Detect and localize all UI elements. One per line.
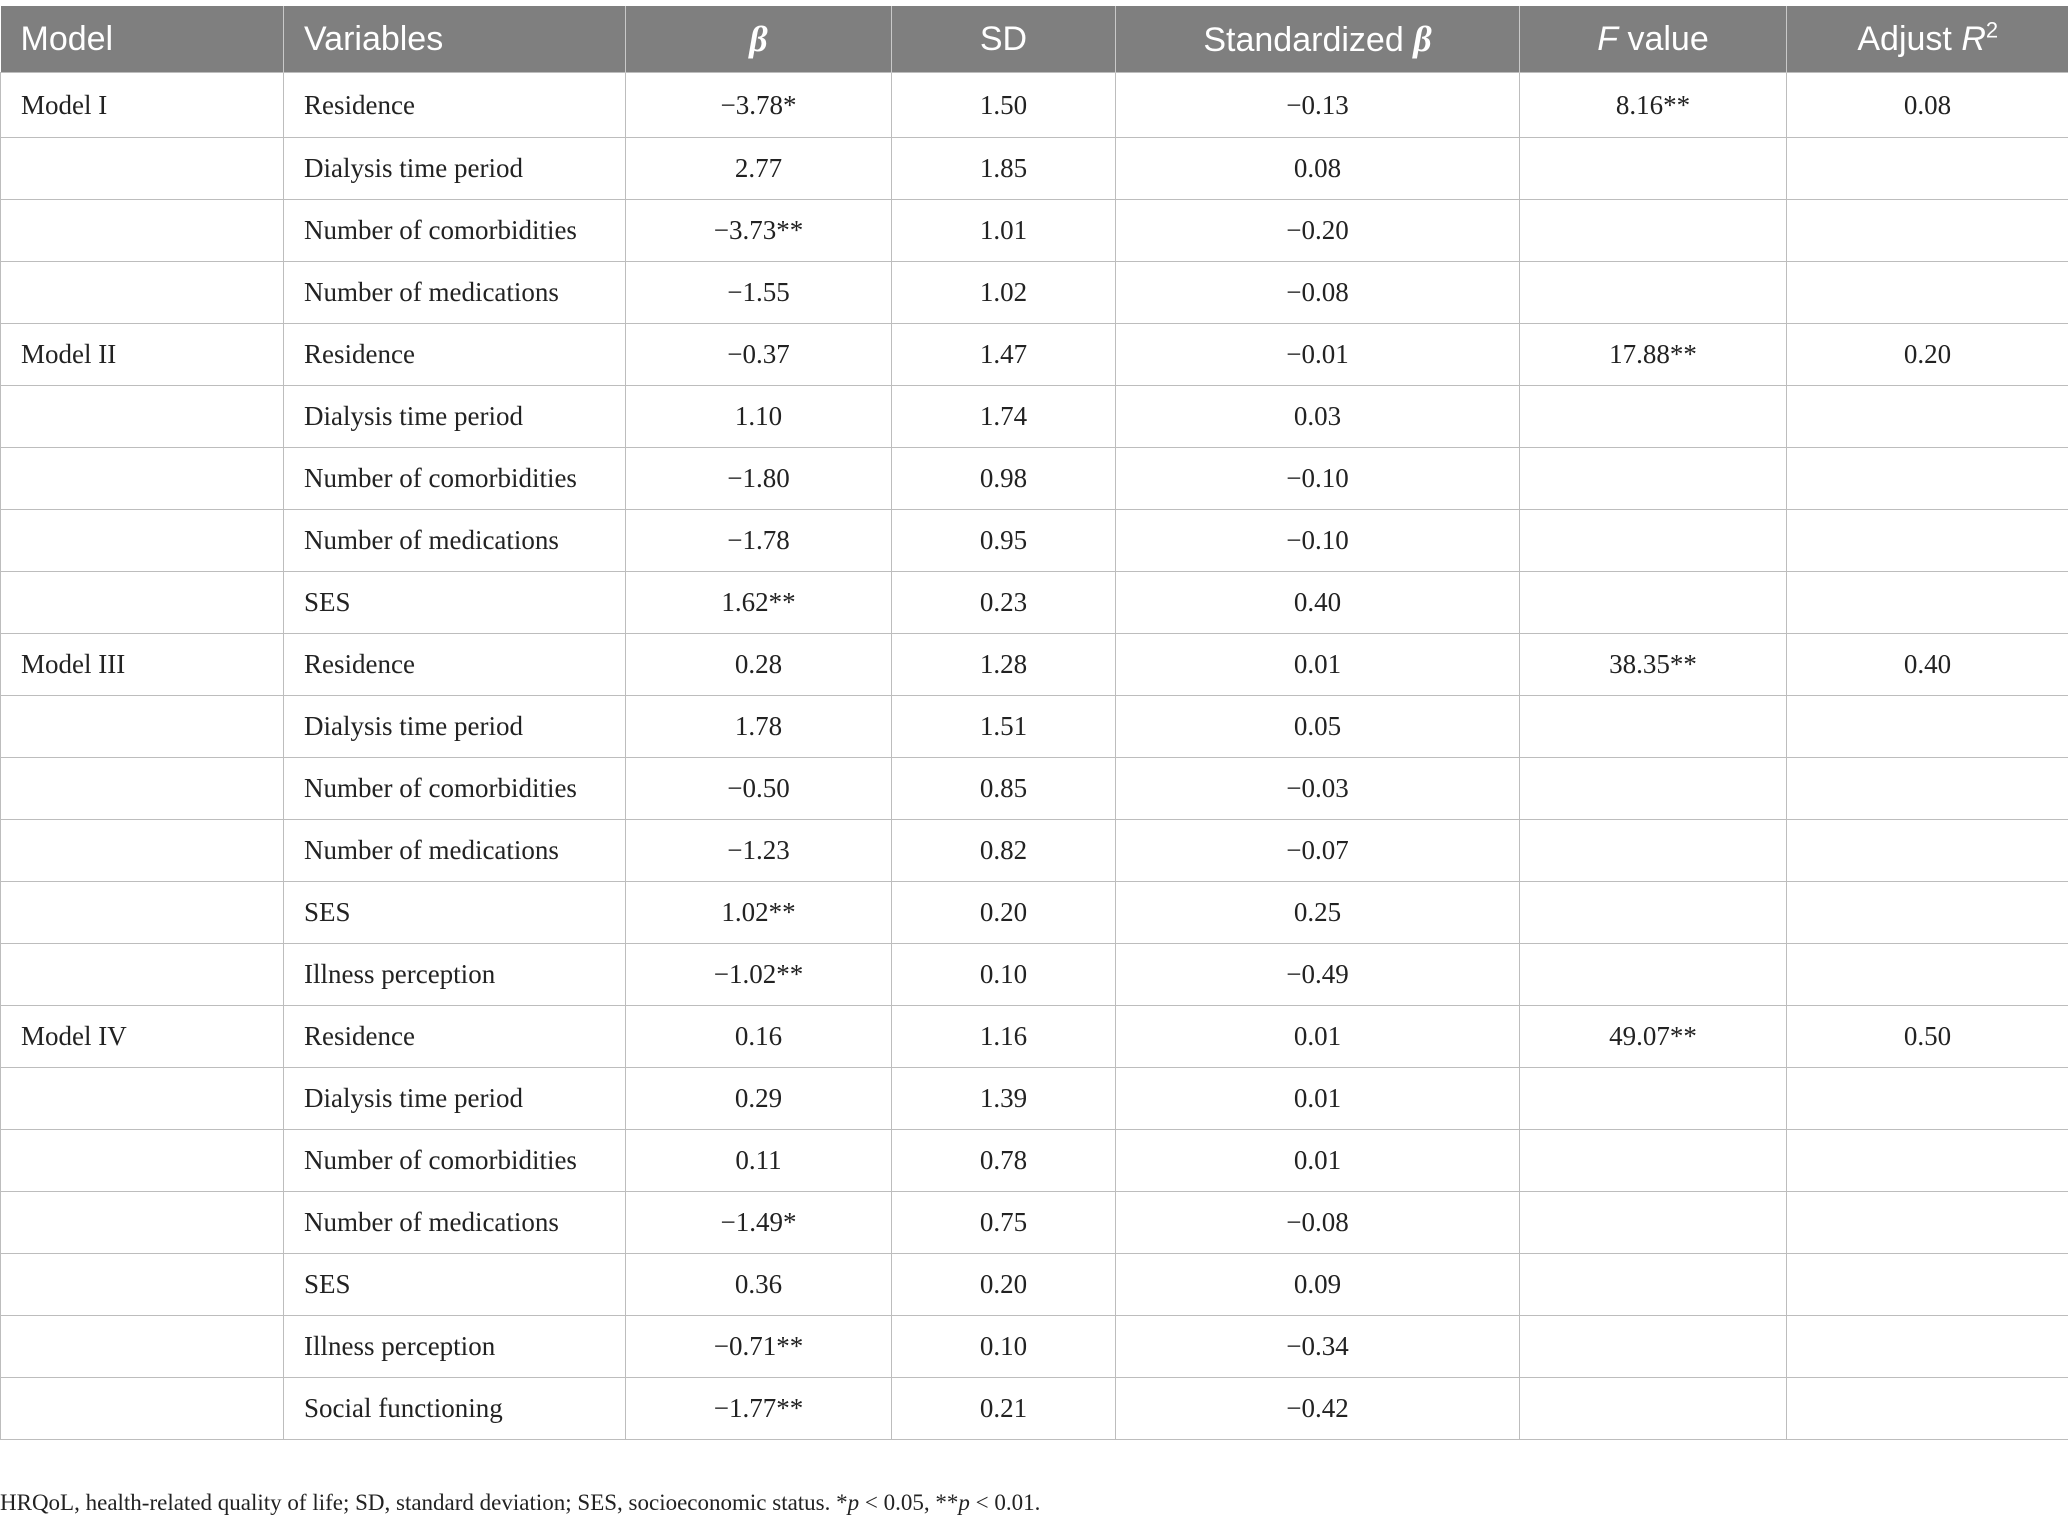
header-row — [1, 6, 2068, 73]
f-value-cell — [1520, 758, 1787, 820]
adjust-r2-cell — [1787, 1130, 2068, 1192]
adjust-r2-cell — [1787, 1254, 2068, 1316]
beta-cell: −3.78* — [626, 73, 892, 138]
table-row — [1, 882, 2068, 944]
standardized-beta-cell: −0.07 — [1116, 820, 1520, 882]
standardized-beta-cell: 0.08 — [1116, 138, 1520, 200]
table-footnote — [0, 1490, 1040, 1516]
beta-cell: −1.78 — [626, 510, 892, 572]
f-value-cell — [1520, 882, 1787, 944]
beta-cell: 2.77 — [626, 138, 892, 200]
adjust-r2-cell — [1787, 1378, 2068, 1440]
beta-cell: −1.23 — [626, 820, 892, 882]
adjust-r2-cell — [1787, 696, 2068, 758]
variable-cell: Dialysis time period — [284, 386, 626, 448]
beta-cell: 0.29 — [626, 1068, 892, 1130]
f-value-cell — [1520, 262, 1787, 324]
model-cell: Model IV — [1, 1006, 284, 1068]
beta-cell: −1.02** — [626, 944, 892, 1006]
variable-cell: Number of medications — [284, 1192, 626, 1254]
variable-cell: SES — [284, 572, 626, 634]
f-value-cell: 38.35** — [1520, 634, 1787, 696]
header-standardized-beta-symbol: β — [1413, 19, 1432, 59]
model-cell — [1, 944, 284, 1006]
model-cell: Model III — [1, 634, 284, 696]
table-row — [1, 634, 2068, 696]
standardized-beta-cell: −0.08 — [1116, 262, 1520, 324]
table-header — [1, 6, 2068, 73]
table-row — [1, 1006, 2068, 1068]
model-cell — [1, 1254, 284, 1316]
standardized-beta-cell: −0.42 — [1116, 1378, 1520, 1440]
standardized-beta-cell: −0.01 — [1116, 324, 1520, 386]
standardized-beta-cell: 0.01 — [1116, 1006, 1520, 1068]
standardized-beta-cell: −0.13 — [1116, 73, 1520, 138]
beta-cell: 1.02** — [626, 882, 892, 944]
variable-cell: Number of comorbidities — [284, 200, 626, 262]
beta-cell: 1.10 — [626, 386, 892, 448]
model-cell: Model I — [1, 73, 284, 138]
sd-cell: 1.39 — [892, 1068, 1116, 1130]
adjust-r2-cell — [1787, 138, 2068, 200]
f-value-cell — [1520, 510, 1787, 572]
f-value-cell: 49.07** — [1520, 1006, 1787, 1068]
sd-cell: 1.74 — [892, 386, 1116, 448]
adjust-r2-cell — [1787, 200, 2068, 262]
header-beta — [626, 6, 892, 73]
beta-cell: 1.62** — [626, 572, 892, 634]
f-value-cell — [1520, 448, 1787, 510]
header-beta-symbol: β — [749, 19, 768, 59]
beta-cell: 1.78 — [626, 696, 892, 758]
standardized-beta-cell: −0.03 — [1116, 758, 1520, 820]
table-row — [1, 510, 2068, 572]
beta-cell: −1.55 — [626, 262, 892, 324]
adjust-r2-cell: 0.50 — [1787, 1006, 2068, 1068]
header-r-symbol: R — [1961, 19, 1986, 58]
standardized-beta-cell: 0.40 — [1116, 572, 1520, 634]
variable-cell: Number of medications — [284, 820, 626, 882]
beta-cell: −3.73** — [626, 200, 892, 262]
model-cell — [1, 820, 284, 882]
model-cell — [1, 758, 284, 820]
variable-cell: Number of medications — [284, 262, 626, 324]
beta-cell: −0.50 — [626, 758, 892, 820]
header-f-symbol: F — [1597, 19, 1619, 58]
variable-cell: Social functioning — [284, 1378, 626, 1440]
f-value-cell: 17.88** — [1520, 324, 1787, 386]
sd-cell: 1.01 — [892, 200, 1116, 262]
table-row — [1, 1068, 2068, 1130]
header-adjust-label: Adjust — [1857, 19, 1952, 58]
adjust-r2-cell: 0.20 — [1787, 324, 2068, 386]
sd-cell: 0.20 — [892, 882, 1116, 944]
variable-cell: SES — [284, 1254, 626, 1316]
header-variables — [284, 6, 626, 73]
table-row — [1, 1254, 2068, 1316]
f-value-cell — [1520, 1316, 1787, 1378]
adjust-r2-cell — [1787, 262, 2068, 324]
model-cell — [1, 1378, 284, 1440]
model-cell — [1, 572, 284, 634]
standardized-beta-cell: −0.34 — [1116, 1316, 1520, 1378]
model-cell — [1, 510, 284, 572]
sd-cell: 1.02 — [892, 262, 1116, 324]
adjust-r2-cell — [1787, 510, 2068, 572]
header-sd — [892, 6, 1116, 73]
variable-cell: Illness perception — [284, 1316, 626, 1378]
footnote-threshold-1: < 0.05, ** — [859, 1490, 959, 1515]
variable-cell: Dialysis time period — [284, 696, 626, 758]
sd-cell: 0.82 — [892, 820, 1116, 882]
header-sd-label: SD — [979, 19, 1028, 58]
variable-cell: Dialysis time period — [284, 138, 626, 200]
sd-cell: 0.95 — [892, 510, 1116, 572]
model-cell — [1, 262, 284, 324]
beta-cell: 0.36 — [626, 1254, 892, 1316]
table-row — [1, 324, 2068, 386]
footnote-threshold-2: < 0.01. — [969, 1490, 1041, 1515]
adjust-r2-cell — [1787, 386, 2068, 448]
table-row — [1, 820, 2068, 882]
model-cell — [1, 1130, 284, 1192]
variable-cell: Number of comorbidities — [284, 758, 626, 820]
table-row — [1, 758, 2068, 820]
standardized-beta-cell: 0.09 — [1116, 1254, 1520, 1316]
adjust-r2-cell — [1787, 1316, 2068, 1378]
footnote-p-symbol: p — [958, 1490, 970, 1515]
f-value-cell — [1520, 1068, 1787, 1130]
standardized-beta-cell: −0.08 — [1116, 1192, 1520, 1254]
beta-cell: −0.37 — [626, 324, 892, 386]
table-row — [1, 262, 2068, 324]
variable-cell: Residence — [284, 1006, 626, 1068]
variable-cell: Number of medications — [284, 510, 626, 572]
header-r-superscript: 2 — [1985, 17, 1999, 43]
adjust-r2-cell — [1787, 1192, 2068, 1254]
table-row — [1, 200, 2068, 262]
sd-cell: 1.16 — [892, 1006, 1116, 1068]
f-value-cell — [1520, 1130, 1787, 1192]
model-cell — [1, 696, 284, 758]
beta-cell: 0.11 — [626, 1130, 892, 1192]
model-cell — [1, 1316, 284, 1378]
footnote-p-symbol: p — [847, 1490, 860, 1515]
f-value-cell — [1520, 1378, 1787, 1440]
beta-cell: −1.77** — [626, 1378, 892, 1440]
header-variables-label: Variables — [304, 19, 444, 58]
variable-cell: Number of comorbidities — [284, 1130, 626, 1192]
f-value-cell — [1520, 1254, 1787, 1316]
f-value-cell — [1520, 386, 1787, 448]
sd-cell: 0.85 — [892, 758, 1116, 820]
model-cell — [1, 386, 284, 448]
variable-cell: Dialysis time period — [284, 1068, 626, 1130]
f-value-cell — [1520, 138, 1787, 200]
sd-cell: 1.85 — [892, 138, 1116, 200]
standardized-beta-cell: 0.01 — [1116, 1068, 1520, 1130]
adjust-r2-cell: 0.40 — [1787, 634, 2068, 696]
standardized-beta-cell: −0.20 — [1116, 200, 1520, 262]
header-adjust-r2 — [1787, 6, 2068, 73]
adjust-r2-cell — [1787, 944, 2068, 1006]
f-value-cell — [1520, 820, 1787, 882]
header-standardized-label: Standardized — [1203, 21, 1404, 59]
regression-table-container — [0, 6, 2068, 1440]
table-row — [1, 1192, 2068, 1254]
model-cell — [1, 138, 284, 200]
adjust-r2-cell — [1787, 820, 2068, 882]
table-row — [1, 572, 2068, 634]
table-row — [1, 1378, 2068, 1440]
header-f-value — [1520, 6, 1787, 73]
sd-cell: 0.10 — [892, 944, 1116, 1006]
header-f-label: value — [1627, 19, 1709, 58]
variable-cell: Residence — [284, 634, 626, 696]
adjust-r2-cell — [1787, 572, 2068, 634]
sd-cell: 0.10 — [892, 1316, 1116, 1378]
sd-cell: 1.28 — [892, 634, 1116, 696]
table-row — [1, 138, 2068, 200]
standardized-beta-cell: 0.01 — [1116, 634, 1520, 696]
adjust-r2-cell — [1787, 448, 2068, 510]
sd-cell: 0.21 — [892, 1378, 1116, 1440]
f-value-cell — [1520, 696, 1787, 758]
table-row — [1, 386, 2068, 448]
model-cell: Model II — [1, 324, 284, 386]
sd-cell: 0.20 — [892, 1254, 1116, 1316]
standardized-beta-cell: 0.01 — [1116, 1130, 1520, 1192]
sd-cell: 1.50 — [892, 73, 1116, 138]
adjust-r2-cell — [1787, 1068, 2068, 1130]
beta-cell: 0.28 — [626, 634, 892, 696]
adjust-r2-cell: 0.08 — [1787, 73, 2068, 138]
sd-cell: 1.47 — [892, 324, 1116, 386]
table-row — [1, 73, 2068, 138]
sd-cell: 0.23 — [892, 572, 1116, 634]
variable-cell: Illness perception — [284, 944, 626, 1006]
header-standardized-beta — [1116, 6, 1520, 73]
table-row — [1, 696, 2068, 758]
sd-cell: 1.51 — [892, 696, 1116, 758]
standardized-beta-cell: 0.05 — [1116, 696, 1520, 758]
adjust-r2-cell — [1787, 882, 2068, 944]
footnote-text: HRQoL, health-related quality of life; SD, standard deviation; SES, socioeconomic status. * — [0, 1490, 848, 1515]
beta-cell: −1.49* — [626, 1192, 892, 1254]
f-value-cell: 8.16** — [1520, 73, 1787, 138]
sd-cell: 0.98 — [892, 448, 1116, 510]
model-cell — [1, 882, 284, 944]
model-cell — [1, 448, 284, 510]
beta-cell: −1.80 — [626, 448, 892, 510]
table-row — [1, 1130, 2068, 1192]
sd-cell: 0.78 — [892, 1130, 1116, 1192]
f-value-cell — [1520, 572, 1787, 634]
standardized-beta-cell: 0.25 — [1116, 882, 1520, 944]
model-cell — [1, 1068, 284, 1130]
f-value-cell — [1520, 944, 1787, 1006]
standardized-beta-cell: 0.03 — [1116, 386, 1520, 448]
variable-cell: Residence — [284, 324, 626, 386]
standardized-beta-cell: −0.10 — [1116, 448, 1520, 510]
beta-cell: −0.71** — [626, 1316, 892, 1378]
model-cell — [1, 1192, 284, 1254]
beta-cell: 0.16 — [626, 1006, 892, 1068]
variable-cell: Residence — [284, 73, 626, 138]
standardized-beta-cell: −0.49 — [1116, 944, 1520, 1006]
table-row — [1, 1316, 2068, 1378]
regression-table — [0, 6, 2068, 1440]
adjust-r2-cell — [1787, 758, 2068, 820]
f-value-cell — [1520, 200, 1787, 262]
table-row — [1, 944, 2068, 1006]
table-row — [1, 448, 2068, 510]
sd-cell: 0.75 — [892, 1192, 1116, 1254]
standardized-beta-cell: −0.10 — [1116, 510, 1520, 572]
variable-cell: Number of comorbidities — [284, 448, 626, 510]
f-value-cell — [1520, 1192, 1787, 1254]
variable-cell: SES — [284, 882, 626, 944]
model-cell — [1, 200, 284, 262]
header-model-label: Model — [20, 19, 114, 58]
table-body — [1, 73, 2068, 1440]
header-model — [1, 6, 284, 73]
